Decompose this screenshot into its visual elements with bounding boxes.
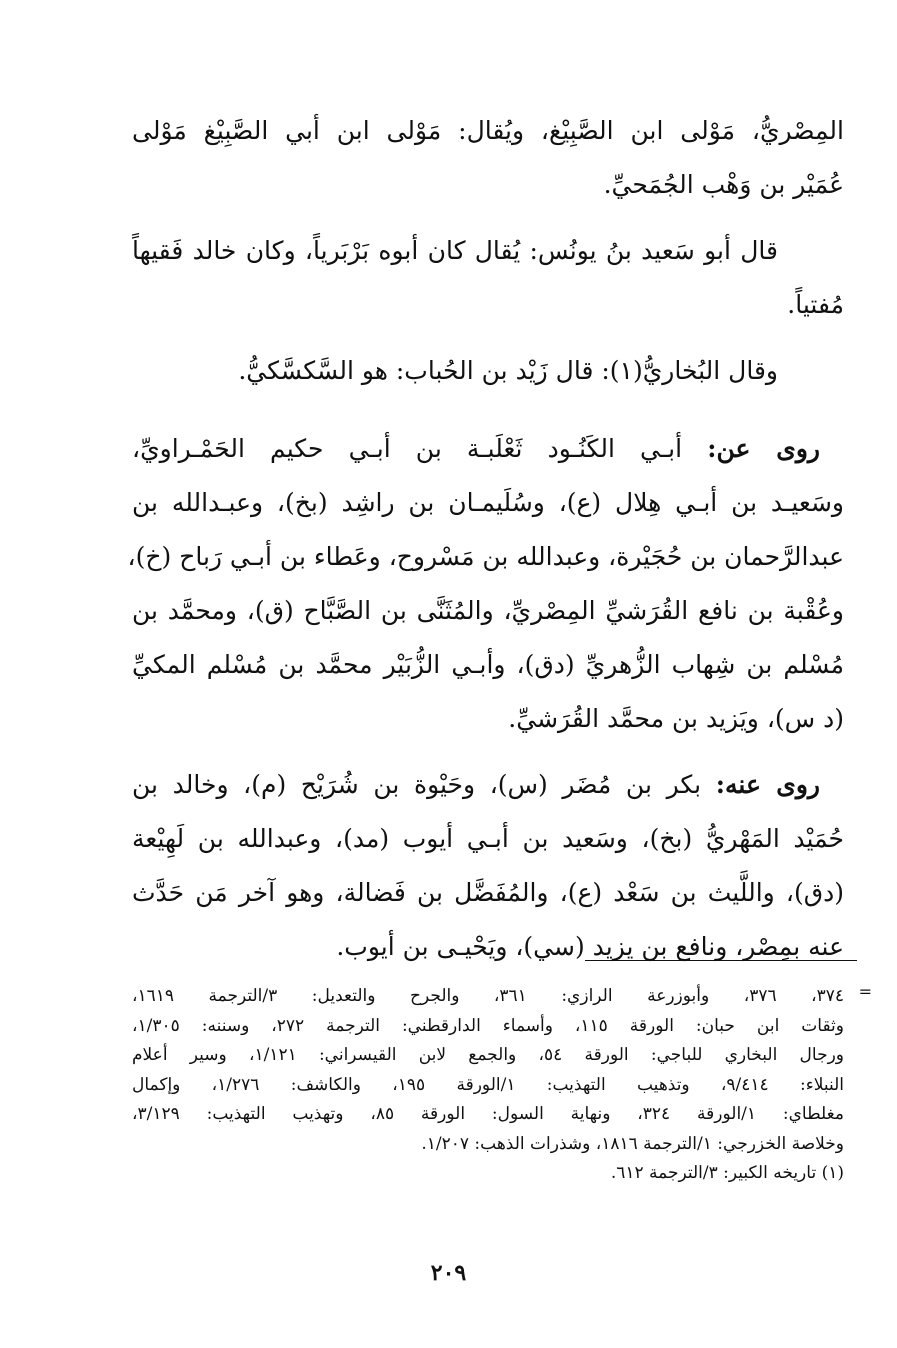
text-line	[132, 422, 844, 476]
text-line: مُفتياً.	[787, 290, 844, 319]
text-line: مُسْلم بن شِهاب الزُّهريِّ (دق)، وأبـي الزُّبَيْر محمَّد بن مُسْلم المكيِّ	[132, 650, 844, 679]
text-line-content: بكر بن مُضَر (س)، وحَيْوة بن شُرَيْح (م)، وخالد بن	[132, 770, 702, 799]
footnote-line: النبلاء: ٩/٤١٤، وتذهيب التهذيب: ١/الورقة ١٩٥، والكاشف: ١/٢٧٦، وإكمال	[132, 1074, 845, 1095]
footnote-line: وخلاصة الخزرجي: ١/الترجمة ١٨١٦، وشذرات الذهب: ١/٢٠٧.	[421, 1133, 844, 1154]
text-line: عبدالرَّحمان بن حُجَيْرة، وعبدالله بن مَسْروح، وعَطاء بن أبـي رَباح (خ)،	[127, 542, 844, 571]
text-line: المِصْريُّ، مَوْلى ابن الصَّبِيْغ، ويُقال: مَوْلى ابن أبي الصَّبِيْغ مَوْلى	[132, 116, 844, 145]
text-line-content: أبـي الكَنُـود ثَعْلَبـة بن أبـي حكيم الحَمْـراويِّ،	[132, 434, 683, 463]
section-label-riwa-anhu: روى عنه:	[715, 770, 821, 799]
footnote-line: (١) تاريخه الكبير: ٣/الترجمة ٦١٢.	[610, 1163, 844, 1183]
text-line: (د س)، ويَزيد بن محمَّد القُرَشيِّ.	[508, 704, 844, 733]
text-line: وعُقْبة بن نافع القُرَشيِّ المِصْريِّ، والمُثَنَّى بن الصَّبَّاح (ق)، ومحمَّد بن	[132, 596, 844, 625]
footnotes	[132, 982, 872, 1189]
text-line: قال أبو سَعيد بنُ يونُس: يُقال كان أبوه بَرْبَرياً، وكان خالد فَقيهاً	[132, 236, 778, 265]
section-label-riwa-an: روى عن:	[707, 434, 820, 463]
footnote-line: وثقات ابن حبان: الورقة ١١٥، وأسماء الدارقطني: الترجمة ٢٧٢، وسننه: ١/٣٠٥،	[132, 1015, 844, 1036]
page-number: ٢٠٩	[430, 1260, 467, 1286]
footnote-line: ورجال البخاري للباجي: الورقة ٥٤، والجمع لابن القيسراني: ١/١٢١، وسير أعلام	[132, 1045, 845, 1065]
text-line	[132, 758, 844, 812]
footnote-line: مغلطاي: ١/الورقة ٣٢٤، ونهاية السول: الورقة ٨٥، وتهذيب التهذيب: ٣/١٢٩،	[132, 1104, 844, 1124]
text-line: عنه بمِصْر، ونافع بن يزيد (سي)، ويَحْيـى بن أيوب.	[336, 932, 844, 961]
continuation-mark: =	[858, 982, 872, 1001]
main-text	[127, 104, 844, 974]
text-line: وسَعيـد بن أبـي هِلال (ع)، وسُلَيمـان بن راشِد (بخ)، وعبـدالله بن	[132, 488, 844, 517]
text-line: حُمَيْد المَهْريُّ (بخ)، وسَعيد بن أبـي أيوب (مد)، وعبدالله بن لَهِيْعة	[132, 824, 844, 853]
text-line: عُمَيْر بن وَهْب الجُمَحيِّ.	[603, 170, 844, 199]
text-line: وقال البُخاريُّ(١): قال زَيْد بن الحُباب: هو السَّكسَّكيُّ.	[238, 356, 778, 385]
footnote-line: ٣٧٤، ٣٧٦، وأبوزرعة الرازي: ٣٦١، والجرح والتعديل: ٣/الترجمة ١٦١٩،	[132, 986, 845, 1006]
text-line: (دق)، واللَّيث بن سَعْد (ع)، والمُفَضَّل بن فَضالة، وهو آخر مَن حَدَّث	[132, 878, 844, 907]
footnote-divider	[585, 960, 857, 961]
